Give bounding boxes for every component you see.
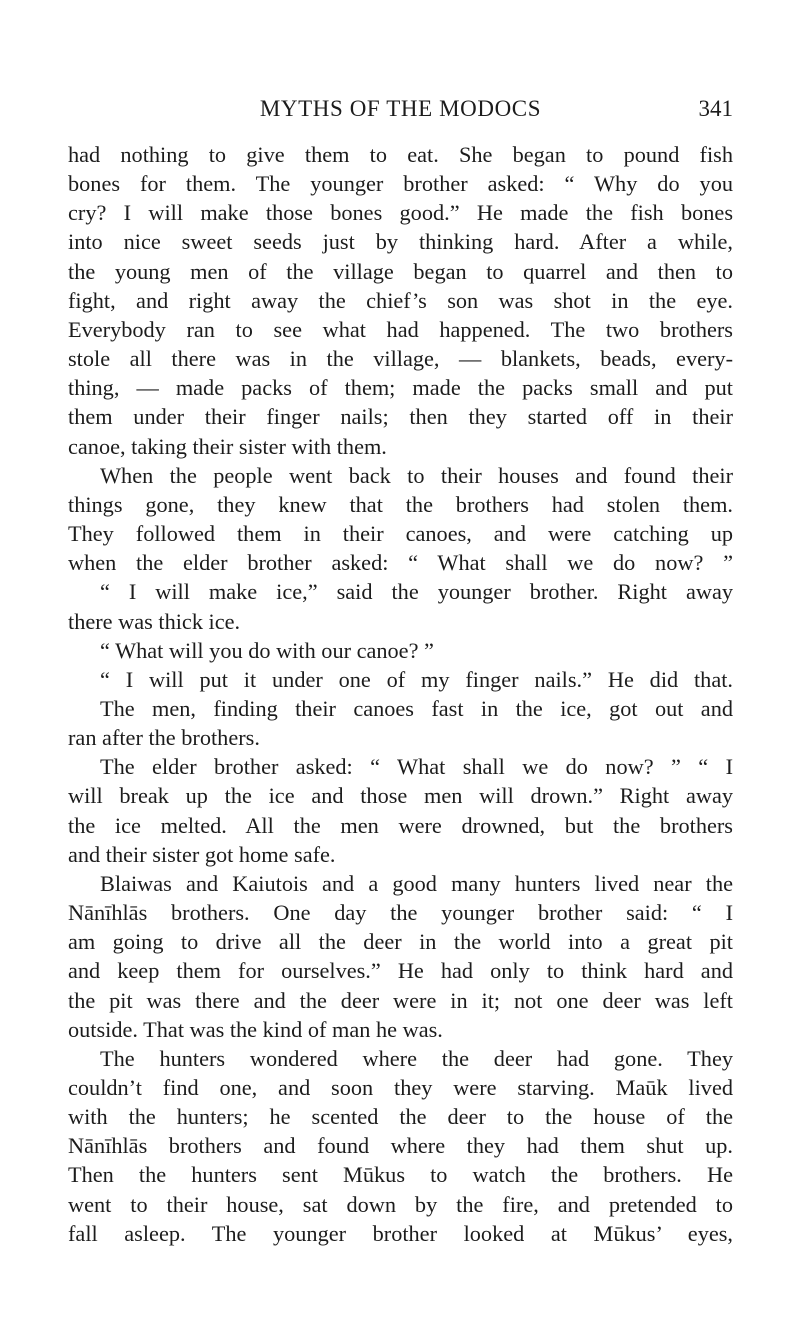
text-line: Everybody ran to see what had happened. The two brothers [68,316,733,342]
text-line: the ice melted. All the men were drowned, but the brothers [68,812,733,838]
text-line: fight, and right away the chief’s son was shot in the eye. [68,287,733,313]
body-text [68,140,733,1248]
text-line: Blaiwas and Kaiutois and a good many hunters lived near the [100,870,733,896]
text-line: there was thick ice. [68,608,241,634]
text-line: will break up the ice and those men will drown.” Right away [68,783,733,809]
text-line: outside. That was the kind of man he was. [68,1016,443,1042]
text-line: and their sister got home safe. [68,841,336,867]
text-line: Nānīhlās brothers and found where they had them shut up. [68,1133,733,1159]
text-line: the pit was there and the deer were in it; not one deer was left [68,987,733,1013]
text-line: cry? I will make those bones good.” He made the fish bones [68,200,733,226]
text-line: canoe, taking their sister with them. [68,433,387,459]
text-line: into nice sweet seeds just by thinking hard. After a while, [68,229,733,255]
text-line: stole all there was in the village, — blankets, beads, every- [68,346,733,372]
text-line: the young men of the village began to quarrel and then to [68,258,733,284]
page-header [68,96,733,136]
text-line: bones for them. The younger brother asked: “ Why do you [68,171,733,197]
text-line: The hunters wondered where the deer had gone. They [100,1045,733,1071]
running-title: MYTHS OF THE MODOCS [259,96,542,121]
text-line: Nānīhlās brothers. One day the younger brother said: “ I [68,900,733,926]
text-line: fall asleep. The younger brother looked at Mūkus’ eyes, [68,1220,733,1246]
text-line: and keep them for ourselves.” He had only to think hard and [68,958,733,984]
text-line: ran after the brothers. [68,725,260,751]
text-line: couldn’t find one, and soon they were starving. Maūk lived [68,1075,733,1100]
text-line: Then the hunters sent Mūkus to watch the brothers. He [68,1162,733,1188]
text-line: when the elder brother asked: “ What shall we do now? ” [68,550,733,576]
text-line: am going to drive all the deer in the world into a great pit [68,929,733,955]
text-line: them under their finger nails; then they started off in their [68,404,733,430]
text-line: thing, — made packs of them; made the packs small and put [68,375,733,401]
text-line: The men, finding their canoes fast in the ice, got out and [100,695,733,721]
text-line: had nothing to give them to eat. She began to pound fish [68,142,733,167]
text-line: They followed them in their canoes, and were catching up [68,521,733,547]
text-line: The elder brother asked: “ What shall we do now? ” “ I [100,754,733,780]
text-line: “ What will you do with our canoe? ” [100,637,434,663]
text-line: went to their house, sat down by the fire, and pretended to [68,1191,733,1217]
text-line: When the people went back to their houses and found their [100,462,733,488]
text-line: with the hunters; he scented the deer to the house of the [68,1104,733,1130]
text-line: things gone, they knew that the brothers had stolen them. [68,491,733,517]
text-line: “ I will put it under one of my finger nails.” He did that. [100,666,733,692]
page-number: 341 [698,96,733,121]
text-line: “ I will make ice,” said the younger brother. Right away [100,579,733,605]
